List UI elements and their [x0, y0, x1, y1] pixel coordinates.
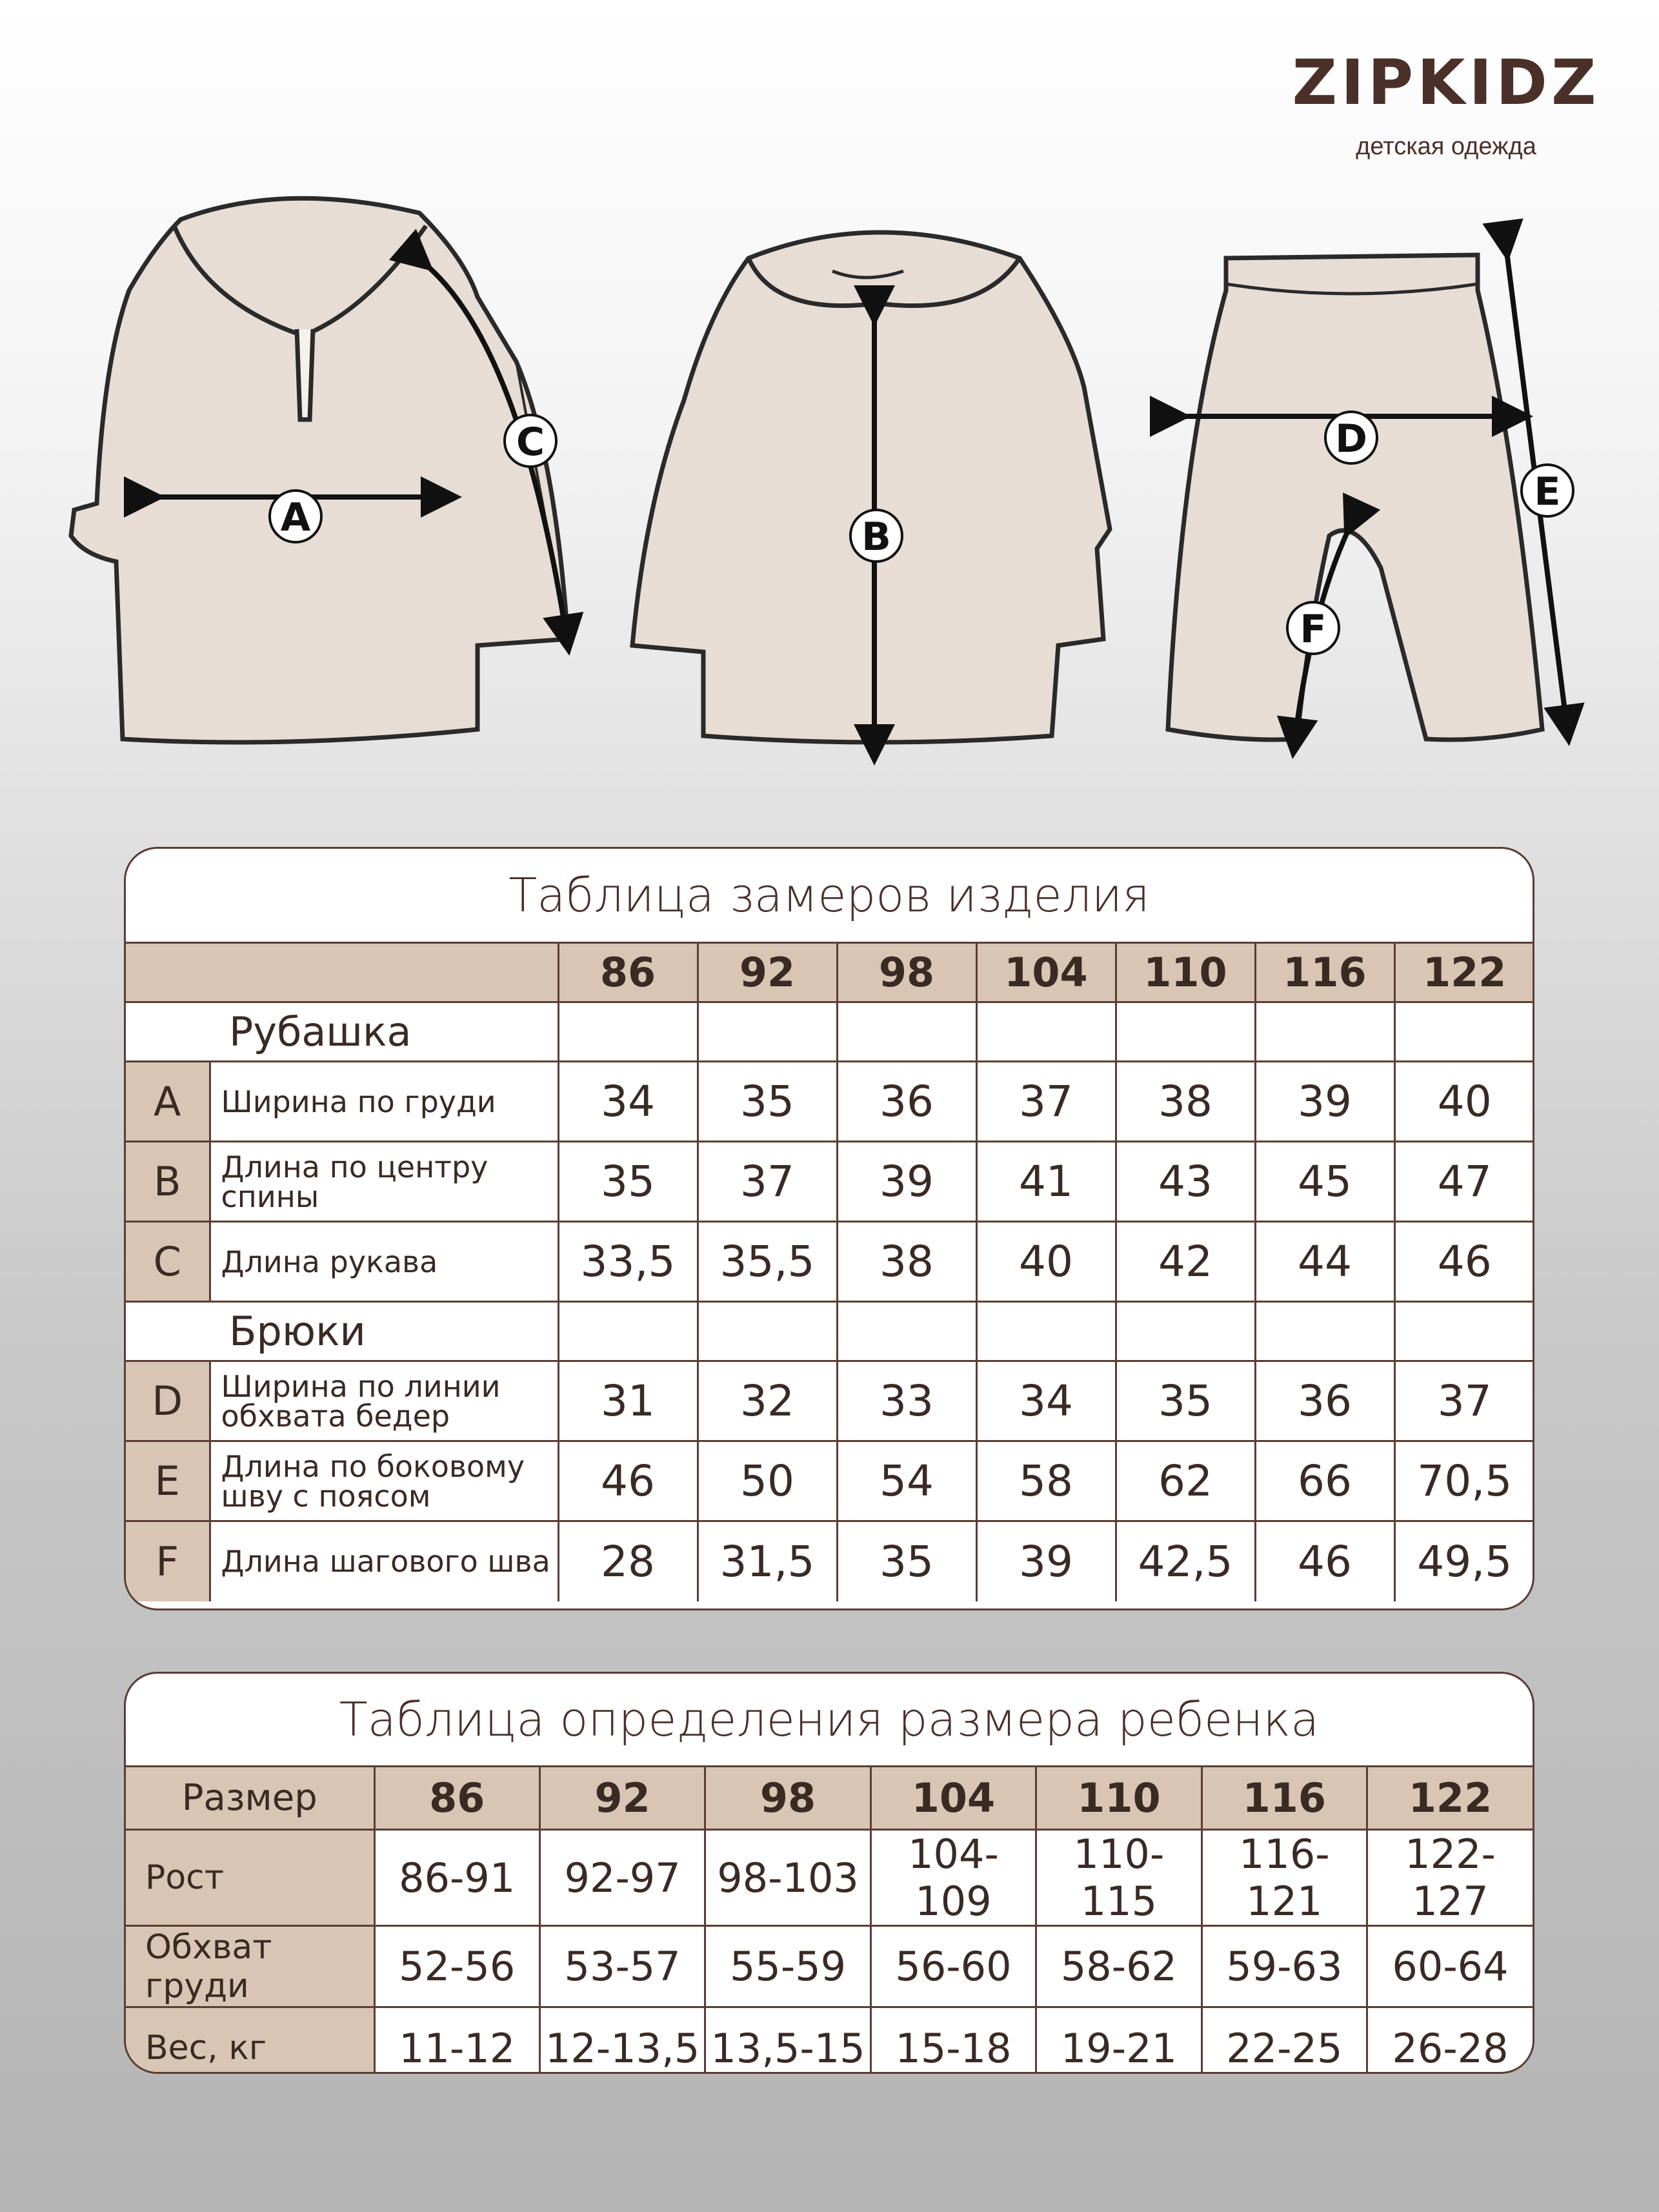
cell-value: 35 — [837, 1521, 976, 1601]
cell-value: 47 — [1394, 1142, 1534, 1222]
cell-value: 110-115 — [1036, 1830, 1202, 1926]
size-header-row — [126, 943, 1534, 1002]
table-row — [126, 1222, 1534, 1302]
cell-value: 45 — [1255, 1142, 1394, 1222]
size-table-title: Таблица определения размера ребенка — [339, 1692, 1320, 1747]
cell-value: 50 — [698, 1441, 837, 1521]
cell-value: 104-109 — [870, 1830, 1036, 1926]
svg-text:E: E — [1534, 469, 1561, 514]
section-title-pants: Брюки — [126, 1302, 558, 1361]
row-label: Длина по центру спины — [210, 1142, 558, 1222]
row-label: Вес, кг — [126, 2007, 374, 2075]
row-label: Ширина по линии обхвата бедер — [210, 1361, 558, 1441]
cell-value: 52-56 — [374, 1926, 539, 2007]
row-label: Длина шагового шва — [210, 1521, 558, 1601]
cell-value: 46 — [558, 1441, 698, 1521]
cell-value: 42 — [1116, 1222, 1255, 1302]
pants-drawing — [1168, 255, 1542, 740]
cell-value: 92-97 — [539, 1830, 705, 1926]
cell-value: 11-12 — [374, 2007, 539, 2075]
table-row — [126, 1441, 1534, 1521]
size-92: 92 — [698, 943, 837, 1002]
cell-value: 38 — [837, 1222, 976, 1302]
cell-value: 39 — [1255, 1062, 1394, 1142]
cell-value: 46 — [1394, 1222, 1534, 1302]
brand-name: ZIPKIDZ — [1292, 46, 1600, 119]
size-104: 104 — [870, 1767, 1036, 1830]
cell-value: 55-59 — [705, 1926, 870, 2007]
size-86: 86 — [558, 943, 698, 1002]
cell-value: 41 — [976, 1142, 1116, 1222]
label-d — [1325, 412, 1377, 463]
cell-value: 60-64 — [1367, 1926, 1533, 2007]
table-row — [126, 1361, 1534, 1441]
svg-text:A: A — [280, 495, 311, 540]
cell-value: 31 — [558, 1361, 698, 1441]
size-104: 104 — [976, 943, 1116, 1002]
size-98: 98 — [705, 1767, 870, 1830]
cell-value: 35 — [698, 1062, 837, 1142]
hoodie-back-drawing — [632, 232, 1110, 742]
size-92: 92 — [539, 1767, 705, 1830]
cell-value: 28 — [558, 1521, 698, 1601]
header-blank — [126, 943, 558, 1002]
cell-value: 62 — [1116, 1441, 1255, 1521]
size-122: 122 — [1367, 1767, 1533, 1830]
table-row — [126, 2007, 1533, 2075]
row-letter: A — [126, 1062, 210, 1142]
garment-diagrams — [0, 0, 1659, 807]
cell-value: 35 — [1116, 1361, 1255, 1441]
table-row — [126, 1142, 1534, 1222]
row-letter: E — [126, 1441, 210, 1521]
size-98: 98 — [837, 943, 976, 1002]
cell-value: 36 — [837, 1062, 976, 1142]
measurement-table-title: Таблица замеров изделия — [508, 868, 1150, 922]
cell-value: 12-13,5 — [539, 2007, 705, 2075]
table-row — [126, 1830, 1533, 1926]
cell-value: 19-21 — [1036, 2007, 1202, 2075]
label-c — [505, 415, 556, 467]
section-row-shirt — [126, 1002, 1534, 1062]
label-f — [1287, 602, 1339, 654]
cell-value: 31,5 — [698, 1521, 837, 1601]
cell-value: 37 — [1394, 1361, 1534, 1441]
cell-value: 43 — [1116, 1142, 1255, 1222]
cell-value: 116-121 — [1202, 1830, 1367, 1926]
svg-text:B: B — [861, 514, 891, 560]
cell-value: 49,5 — [1394, 1521, 1534, 1601]
section-row-pants — [126, 1302, 1534, 1361]
cell-value: 34 — [976, 1361, 1116, 1441]
cell-value: 66 — [1255, 1441, 1394, 1521]
svg-text:F: F — [1300, 607, 1327, 652]
size-header-label: Размер — [126, 1767, 374, 1830]
cell-value: 13,5-15 — [705, 2007, 870, 2075]
cell-value: 32 — [698, 1361, 837, 1441]
brand-subtitle: детская одежда — [1356, 133, 1536, 160]
row-letter: C — [126, 1222, 210, 1302]
cell-value: 38 — [1116, 1062, 1255, 1142]
table-row — [126, 1521, 1534, 1601]
cell-value: 122-127 — [1367, 1830, 1533, 1926]
row-letter: F — [126, 1521, 210, 1601]
cell-value: 35,5 — [698, 1222, 837, 1302]
cell-value: 46 — [1255, 1521, 1394, 1601]
table-row — [126, 1062, 1534, 1142]
cell-value: 70,5 — [1394, 1441, 1534, 1521]
cell-value: 56-60 — [870, 1926, 1036, 2007]
cell-value: 40 — [976, 1222, 1116, 1302]
cell-value: 26-28 — [1367, 2007, 1533, 2075]
cell-value: 86-91 — [374, 1830, 539, 1926]
svg-text:D: D — [1335, 416, 1367, 462]
cell-value: 53-57 — [539, 1926, 705, 2007]
size-116: 116 — [1202, 1767, 1367, 1830]
cell-value: 40 — [1394, 1062, 1534, 1142]
cell-value: 35 — [558, 1142, 698, 1222]
label-e — [1522, 465, 1573, 516]
cell-value: 22-25 — [1202, 2007, 1367, 2075]
cell-value: 44 — [1255, 1222, 1394, 1302]
row-letter: D — [126, 1361, 210, 1441]
hoodie-front-drawing — [71, 198, 568, 742]
section-title-shirt: Рубашка — [126, 1002, 558, 1062]
table-row — [126, 1926, 1533, 2007]
cell-value: 98-103 — [705, 1830, 870, 1926]
svg-text:C: C — [516, 420, 545, 465]
row-label: Рост — [126, 1830, 374, 1926]
size-110: 110 — [1116, 943, 1255, 1002]
cell-value: 15-18 — [870, 2007, 1036, 2075]
row-label: Обхват груди — [126, 1926, 374, 2007]
row-label: Длина по боковому шву с поясом — [210, 1441, 558, 1521]
cell-value: 39 — [837, 1142, 976, 1222]
row-label: Ширина по груди — [210, 1062, 558, 1142]
size-header-row — [126, 1767, 1533, 1830]
cell-value: 34 — [558, 1062, 698, 1142]
cell-value: 54 — [837, 1441, 976, 1521]
label-b — [850, 510, 902, 562]
cell-value: 33,5 — [558, 1222, 698, 1302]
cell-value: 39 — [976, 1521, 1116, 1601]
row-label: Длина рукава — [210, 1222, 558, 1302]
cell-value: 33 — [837, 1361, 976, 1441]
size-110: 110 — [1036, 1767, 1202, 1830]
size-116: 116 — [1255, 943, 1394, 1002]
size-122: 122 — [1394, 943, 1534, 1002]
measurement-table — [124, 847, 1534, 1610]
label-a — [270, 491, 321, 542]
cell-value: 42,5 — [1116, 1521, 1255, 1601]
row-letter: B — [126, 1142, 210, 1222]
cell-value: 37 — [698, 1142, 837, 1222]
cell-value: 59-63 — [1202, 1926, 1367, 2007]
cell-value: 37 — [976, 1062, 1116, 1142]
size-86: 86 — [374, 1767, 539, 1830]
cell-value: 58 — [976, 1441, 1116, 1521]
size-table — [124, 1672, 1534, 2074]
cell-value: 36 — [1255, 1361, 1394, 1441]
cell-value: 58-62 — [1036, 1926, 1202, 2007]
